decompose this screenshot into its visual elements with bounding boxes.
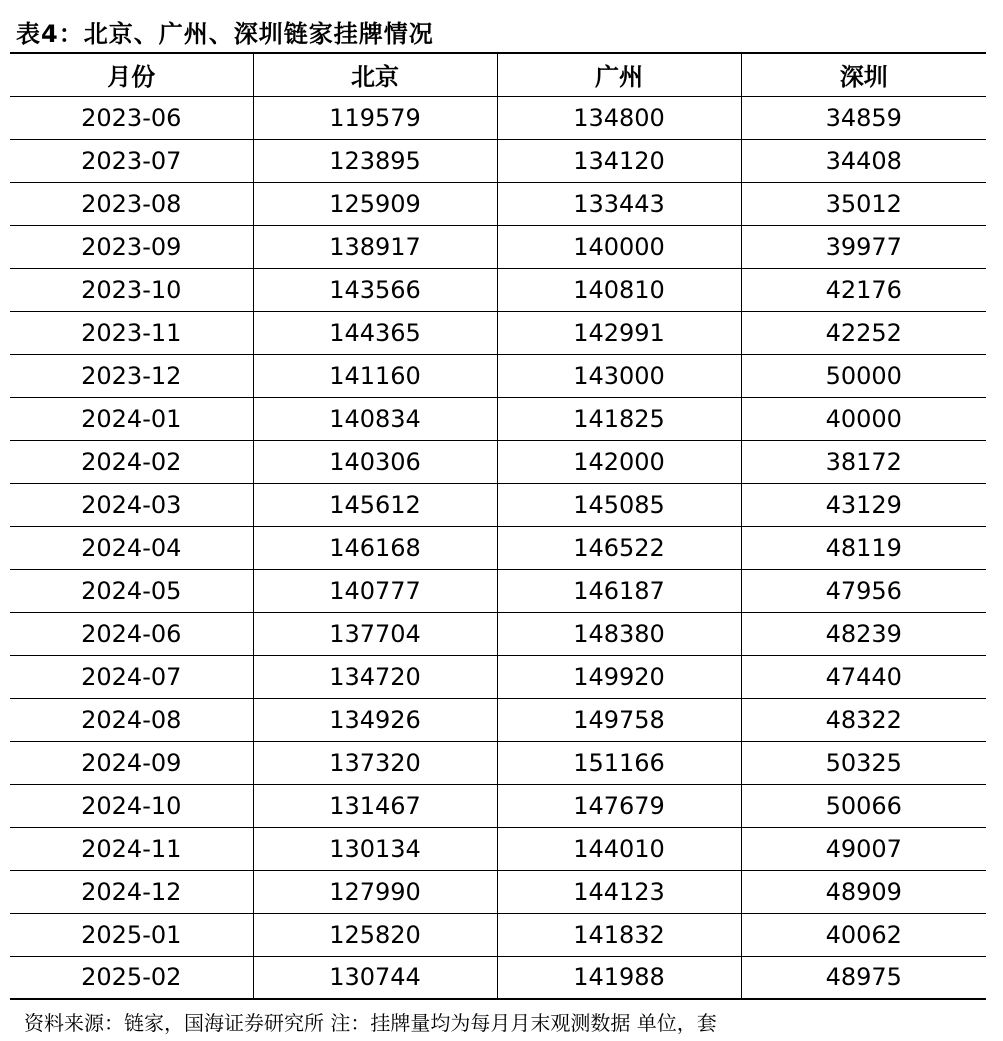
table-body: [10, 96, 986, 999]
shenzhen-cell: 39977: [741, 225, 986, 268]
guangzhou-cell: 144123: [497, 870, 741, 913]
column-header-month: 月份: [10, 53, 253, 96]
month-cell: 2024-06: [10, 612, 253, 655]
shenzhen-cell: 43129: [741, 483, 986, 526]
shenzhen-cell: 47440: [741, 655, 986, 698]
shenzhen-cell: 47956: [741, 569, 986, 612]
month-cell: 2024-03: [10, 483, 253, 526]
shenzhen-cell: 42176: [741, 268, 986, 311]
shenzhen-cell: 50066: [741, 784, 986, 827]
table-row: [10, 182, 986, 225]
shenzhen-cell: 40000: [741, 397, 986, 440]
month-cell: 2024-01: [10, 397, 253, 440]
month-cell: 2024-09: [10, 741, 253, 784]
beijing-cell: 125909: [253, 182, 497, 225]
beijing-cell: 140306: [253, 440, 497, 483]
listing-table: [10, 52, 986, 1000]
month-cell: 2023-08: [10, 182, 253, 225]
month-cell: 2024-08: [10, 698, 253, 741]
shenzhen-cell: 50000: [741, 354, 986, 397]
table-row: [10, 913, 986, 956]
guangzhou-cell: 145085: [497, 483, 741, 526]
guangzhou-cell: 142991: [497, 311, 741, 354]
header-row: [10, 53, 986, 96]
shenzhen-cell: 38172: [741, 440, 986, 483]
beijing-cell: 143566: [253, 268, 497, 311]
table-header: [10, 53, 986, 96]
beijing-cell: 144365: [253, 311, 497, 354]
guangzhou-cell: 141825: [497, 397, 741, 440]
guangzhou-cell: 147679: [497, 784, 741, 827]
table-row: [10, 655, 986, 698]
guangzhou-cell: 149920: [497, 655, 741, 698]
month-cell: 2024-12: [10, 870, 253, 913]
table-row: [10, 827, 986, 870]
listing-table-container: [10, 52, 986, 1000]
table-row: [10, 870, 986, 913]
beijing-cell: 141160: [253, 354, 497, 397]
beijing-cell: 137704: [253, 612, 497, 655]
shenzhen-cell: 40062: [741, 913, 986, 956]
month-cell: 2024-11: [10, 827, 253, 870]
month-cell: 2023-09: [10, 225, 253, 268]
beijing-cell: 134720: [253, 655, 497, 698]
table-row: [10, 612, 986, 655]
column-header-guangzhou: 广州: [497, 53, 741, 96]
shenzhen-cell: 42252: [741, 311, 986, 354]
beijing-cell: 140834: [253, 397, 497, 440]
shenzhen-cell: 48975: [741, 956, 986, 999]
beijing-cell: 137320: [253, 741, 497, 784]
month-cell: 2025-01: [10, 913, 253, 956]
table-row: [10, 741, 986, 784]
month-cell: 2023-11: [10, 311, 253, 354]
guangzhou-cell: 133443: [497, 182, 741, 225]
guangzhou-cell: 146522: [497, 526, 741, 569]
shenzhen-cell: 34408: [741, 139, 986, 182]
table-row: [10, 784, 986, 827]
table-row: [10, 311, 986, 354]
table-row: [10, 483, 986, 526]
month-cell: 2023-06: [10, 96, 253, 139]
beijing-cell: 138917: [253, 225, 497, 268]
shenzhen-cell: 48119: [741, 526, 986, 569]
month-cell: 2024-04: [10, 526, 253, 569]
table-row: [10, 569, 986, 612]
month-cell: 2024-07: [10, 655, 253, 698]
guangzhou-cell: 144010: [497, 827, 741, 870]
shenzhen-cell: 35012: [741, 182, 986, 225]
table-title: 表4：北京、广州、深圳链家挂牌情况: [16, 20, 434, 48]
guangzhou-cell: 146187: [497, 569, 741, 612]
guangzhou-cell: 134120: [497, 139, 741, 182]
guangzhou-cell: 143000: [497, 354, 741, 397]
table-row: [10, 397, 986, 440]
beijing-cell: 125820: [253, 913, 497, 956]
source-footnote: 资料来源：链家，国海证券研究所 注：挂牌量均为每月月末观测数据 单位，套: [24, 1011, 717, 1035]
column-header-beijing: 北京: [253, 53, 497, 96]
month-cell: 2023-10: [10, 268, 253, 311]
guangzhou-cell: 151166: [497, 741, 741, 784]
column-header-shenzhen: 深圳: [741, 53, 986, 96]
beijing-cell: 145612: [253, 483, 497, 526]
table-row: [10, 526, 986, 569]
table-row: [10, 139, 986, 182]
table-row: [10, 440, 986, 483]
guangzhou-cell: 148380: [497, 612, 741, 655]
table-row: [10, 354, 986, 397]
month-cell: 2023-07: [10, 139, 253, 182]
table-row: [10, 268, 986, 311]
beijing-cell: 119579: [253, 96, 497, 139]
beijing-cell: 131467: [253, 784, 497, 827]
table-row: [10, 698, 986, 741]
table-row: [10, 96, 986, 139]
shenzhen-cell: 34859: [741, 96, 986, 139]
guangzhou-cell: 140000: [497, 225, 741, 268]
beijing-cell: 123895: [253, 139, 497, 182]
beijing-cell: 130134: [253, 827, 497, 870]
shenzhen-cell: 49007: [741, 827, 986, 870]
guangzhou-cell: 134800: [497, 96, 741, 139]
month-cell: 2023-12: [10, 354, 253, 397]
month-cell: 2024-05: [10, 569, 253, 612]
beijing-cell: 130744: [253, 956, 497, 999]
guangzhou-cell: 140810: [497, 268, 741, 311]
shenzhen-cell: 50325: [741, 741, 986, 784]
guangzhou-cell: 141988: [497, 956, 741, 999]
shenzhen-cell: 48322: [741, 698, 986, 741]
table-row: [10, 956, 986, 999]
beijing-cell: 134926: [253, 698, 497, 741]
beijing-cell: 146168: [253, 526, 497, 569]
table-row: [10, 225, 986, 268]
month-cell: 2025-02: [10, 956, 253, 999]
guangzhou-cell: 141832: [497, 913, 741, 956]
guangzhou-cell: 149758: [497, 698, 741, 741]
beijing-cell: 127990: [253, 870, 497, 913]
shenzhen-cell: 48239: [741, 612, 986, 655]
beijing-cell: 140777: [253, 569, 497, 612]
shenzhen-cell: 48909: [741, 870, 986, 913]
month-cell: 2024-10: [10, 784, 253, 827]
month-cell: 2024-02: [10, 440, 253, 483]
guangzhou-cell: 142000: [497, 440, 741, 483]
